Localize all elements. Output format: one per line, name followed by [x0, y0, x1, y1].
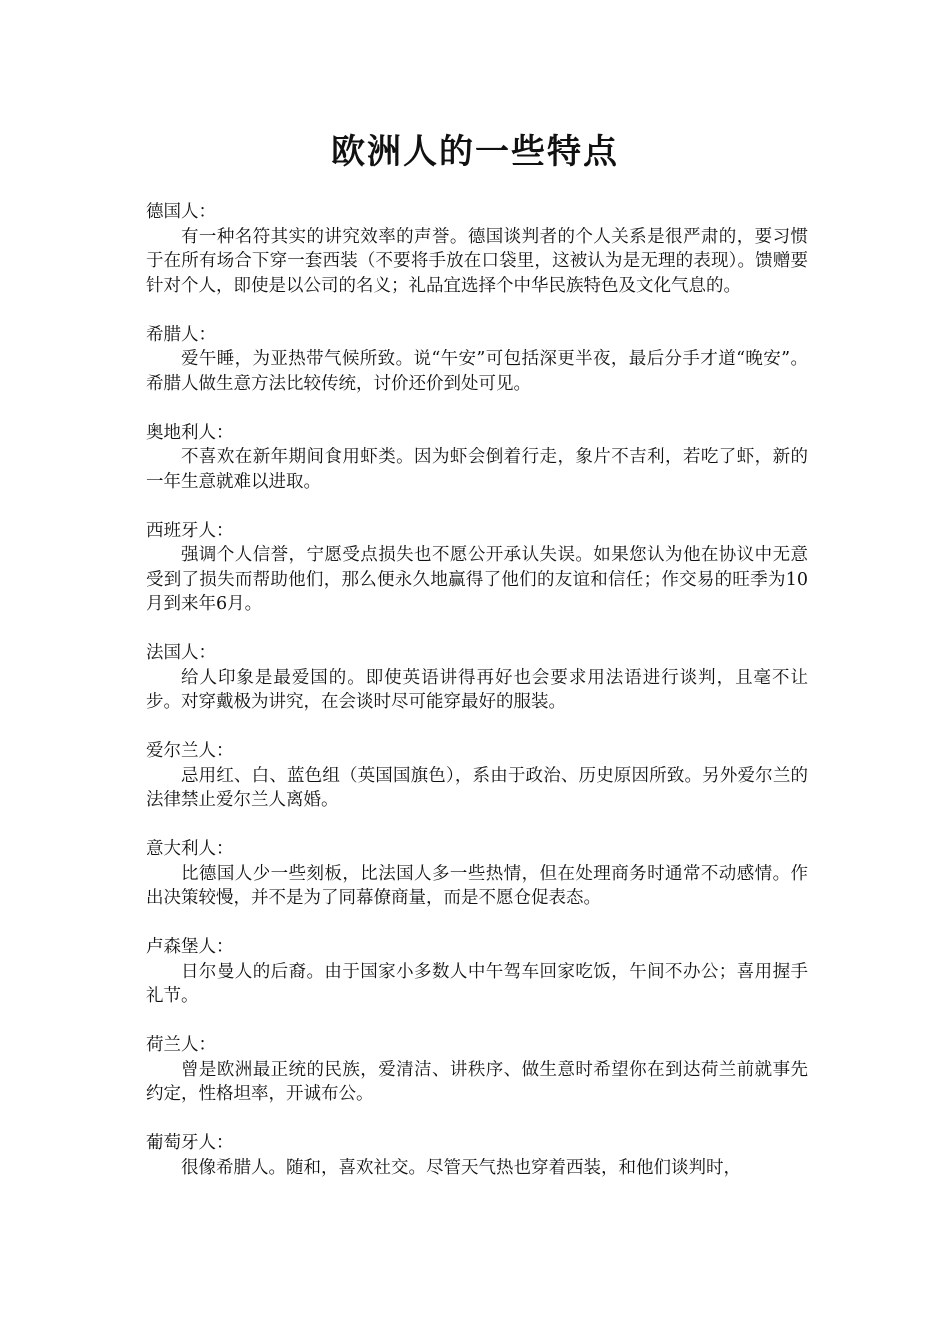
- section-paragraph: 给人印象是最爱国的。即使英语讲得再好也会要求用法语进行谈判，且毫不让步。对穿戴极为讲究，在会谈时尽可能穿最好的服装。: [146, 667, 808, 712]
- section-paragraph: 忌用红、白、蓝色组（英国国旗色），系由于政治、历史原因所致。另外爱尔兰的法律禁止爱尔兰人离婚。: [146, 765, 808, 810]
- section-ireland: [146, 739, 808, 813]
- section-paragraph: 比德国人少一些刻板，比法国人多一些热情，但在处理商务时通常不动感情。作出决策较慢，并不是为了同幕僚商量，而是不愿仓促表态。: [146, 863, 808, 908]
- page-title: 欧洲人的一些特点: [331, 132, 619, 172]
- section-italy: [146, 837, 808, 911]
- section-heading: 荷兰人：: [146, 1035, 216, 1055]
- section-heading: 卢森堡人：: [146, 937, 234, 957]
- section-paragraph: 不喜欢在新年期间食用虾类。因为虾会倒着行走，象片不吉利，若吃了虾，新的一年生意就难以进取。: [146, 447, 808, 492]
- section-paragraph: 曾是欧洲最正统的民族，爱清洁、讲秩序、做生意时希望你在到达荷兰前就事先约定，性格坦率，开诚布公。: [146, 1059, 808, 1104]
- document-body: [146, 200, 808, 1205]
- section-heading: 爱尔兰人：: [146, 741, 234, 761]
- section-greece: [146, 323, 808, 397]
- section-heading: 意大利人：: [146, 839, 234, 859]
- section-netherlands: [146, 1033, 808, 1107]
- section-luxembourg: [146, 935, 808, 1009]
- section-germany: [146, 200, 808, 298]
- section-paragraph: 很像希腊人。随和，喜欢社交。尽管天气热也穿着西装，和他们谈判时，: [181, 1157, 741, 1178]
- section-heading: 奥地利人：: [146, 422, 234, 443]
- section-portugal: [146, 1131, 808, 1180]
- section-paragraph: 爱午睡，为亚热带气候所致。说“午安”可包括深更半夜，最后分手才道“晚安”。希腊人做生意方法比较传统，讨价还价到处可见。: [146, 349, 808, 394]
- section-paragraph: 日尔曼人的后裔。由于国家小多数人中午驾车回家吃饭，午间不办公；喜用握手礼节。: [146, 961, 808, 1006]
- section-paragraph: 有一种名符其实的讲究效率的声誉。德国谈判者的个人关系是很严肃的，要习惯于在所有场合下穿一套西装（不要将手放在口袋里，这被认为是无理的表现）。馈赠要针对个人，即使是以公司的名义；礼品宜选择个中华民族特色及文化气息的。: [146, 226, 808, 296]
- section-paragraph: 强调个人信誉，宁愿受点损失也不愿公开承认失误。如果您认为他在协议中无意受到了损失而帮助他们，那么便永久地赢得了他们的友谊和信任；作交易的旺季为10月到来年6月。: [146, 545, 808, 614]
- section-heading: 法国人：: [146, 643, 216, 663]
- section-france: [146, 641, 808, 715]
- section-heading: 西班牙人：: [146, 520, 234, 541]
- section-heading: 葡萄牙人：: [146, 1133, 234, 1153]
- section-austria: [146, 421, 808, 495]
- section-heading: 希腊人：: [146, 324, 216, 345]
- section-spain: [146, 519, 808, 617]
- section-heading: 德国人：: [146, 202, 216, 222]
